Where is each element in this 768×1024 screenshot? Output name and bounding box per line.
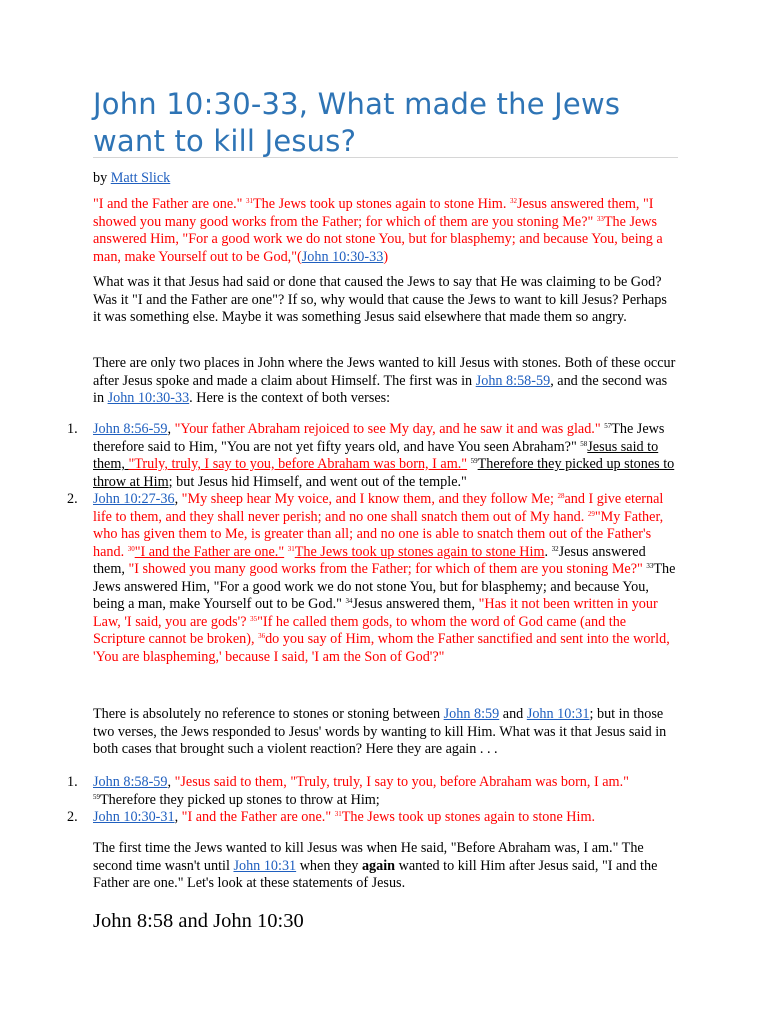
verse-number: 28 — [557, 492, 565, 500]
scripture-link[interactable]: John 10:30-33 — [107, 390, 190, 406]
scripture-text: "Jesus said to them, "Truly, truly, I say to you, before Abraham was born, I am." — [174, 774, 629, 790]
list-number: 1. — [67, 421, 78, 437]
paragraph-conclusion — [93, 840, 678, 893]
scripture-text: The Jews took up stones again to stone Him — [294, 543, 545, 560]
scripture-link[interactable]: John 8:56-59 — [93, 421, 168, 437]
scripture-text: and I give eternal life to them, and they shall never perish; and no one shall snatch them out of My hand. — [93, 491, 664, 525]
quote-text: Jesus answered them, "I showed you many good works from the Father; for which of them are you stoning Me?" — [93, 196, 654, 230]
verse-number: 58 — [580, 439, 588, 448]
list-item — [67, 421, 678, 491]
scripture-text: "Has it not been written in your Law, 'I said, you are gods'? — [93, 596, 658, 630]
verse-number: 59 — [93, 792, 100, 801]
verse-number: 33 — [646, 562, 654, 570]
list-text: The Jews therefore said to Him, "You are not yet fifty years old, and have You seen Abraham?" — [93, 421, 665, 455]
list-text: Therefore they picked up stones to throw at Him; — [100, 791, 380, 808]
verse-number: 34 — [345, 597, 353, 605]
list-text: . — [544, 543, 552, 560]
verse-number: 33 — [596, 214, 604, 223]
paragraph-text: ; but in those two verses, the Jews responded to Jesus' words by wanting to kill Him. What was it that Jesus said in both cases that brought such a violent reaction? Here they are again . . . — [93, 706, 667, 757]
title-divider — [93, 157, 678, 158]
section-heading: John 8:58 and John 10:30 — [93, 910, 304, 932]
verse-number: 57 — [604, 422, 612, 430]
quote-text: The Jews took up stones again to stone Him. — [253, 196, 510, 212]
list-text: but Jesus hid Himself, and went out of the temple." — [172, 473, 467, 490]
verse-number: 30 — [127, 544, 135, 553]
list-number: 1. — [67, 774, 78, 790]
scripture-text: "If he called them gods, to whom the word of God came (and the Scripture cannot be broken), — [93, 613, 627, 647]
paragraph-text: , and the second was in — [93, 372, 668, 406]
paragraph-text: wanted to kill Him after Jesus said, "I and the Father are one." Let's look at these statements of Jesus. — [93, 857, 658, 891]
paragraph-intro: What was it that Jesus had said or done that caused the Jews to say that He was claiming to be God? Was it "I and the Father are one"? If so, why would that cause the Jews to want to kill Jesus? Perhaps it was something else. Maybe it was something Jesus said elsewhere that made them so angry. — [93, 274, 667, 325]
verse-number: 32 — [551, 544, 559, 553]
bold-text: again — [361, 857, 396, 874]
scripture-link[interactable]: John 8:59 — [443, 706, 500, 722]
list-text: Jesus answered them, — [93, 543, 646, 577]
scripture-text: "Your father Abraham rejoiced to see My day, and he saw it and was glad." — [174, 421, 605, 437]
scripture-text: "Truly, truly, I say to you, before Abraham was born, I am." — [128, 456, 468, 472]
verse-number: 32 — [509, 197, 517, 205]
verse-number: 36 — [258, 632, 266, 640]
list-number: 2. — [67, 809, 78, 825]
list-text: Jesus answered them, — [352, 596, 479, 612]
verse-number: 31 — [246, 197, 254, 205]
list-text: , — [167, 774, 175, 790]
scripture-text: do you say of Him, whom the Father sanctified and sent into the world, 'You are blaspheming,' because I said, 'I am the Son of God'?" — [93, 631, 670, 665]
scripture-link[interactable]: John 10:30-31 — [93, 809, 175, 825]
scripture-link[interactable]: John 8:58-59 — [93, 774, 168, 790]
paragraph-text: and — [499, 706, 527, 722]
page-title: John 10:30-33, What made the Jews want to kill Jesus? — [93, 87, 621, 158]
verse-summary-list — [67, 774, 678, 827]
list-text: , — [174, 809, 182, 825]
list-number: 2. — [67, 491, 78, 507]
scripture-link[interactable]: John 8:58-59 — [475, 372, 551, 389]
quote-text: ) — [383, 248, 389, 265]
paragraph-text: The first time the Jews wanted to kill Jesus was when He said, "Before Abraham was, I am." The second time wasn't until — [93, 840, 644, 874]
byline — [93, 170, 678, 188]
paragraph-text: There are only two places in John where the Jews wanted to kill Jesus with stones. Both of these occur after Jesus spoke and made a claim about Himself. The first was in — [93, 355, 676, 389]
verse-number: 59 — [470, 457, 478, 465]
scripture-text: "I showed you many good works from the Father; for which of them are you stoning Me?" — [128, 561, 647, 577]
quote-text: The Jews answered Him, "For a good work we do not stone You, but for blasphemy; and because You, being a man, make Yourself out to be God,"( — [93, 213, 663, 265]
verse-number: 35 — [250, 614, 258, 623]
paragraph-context — [93, 355, 678, 408]
scripture-text: "I and the Father are one." — [134, 543, 285, 560]
scripture-text: "My sheep hear My voice, and I know them, and they follow Me; — [181, 491, 558, 507]
verse-number: 29 — [587, 509, 595, 518]
scripture-text: "My Father, who has given them to Me, is greater than all; and no one is able to snatch them out of the Father's hand. — [93, 508, 664, 560]
list-text: The Jews answered Him, "For a good work we do not stone You, but for blasphemy; and because You, being a man, make Yourself out to be God." — [93, 561, 676, 612]
scripture-link[interactable]: John 10:30-33 — [301, 248, 384, 265]
paragraph-analysis — [93, 706, 678, 759]
list-item — [67, 809, 678, 827]
scripture-link[interactable]: John 10:27-36 — [93, 491, 175, 507]
underlined-text: Therefore they picked up stones to throw at Him; — [93, 456, 675, 490]
scripture-text: "I and the Father are one." — [181, 809, 335, 825]
list-item — [67, 491, 678, 666]
scripture-quote — [93, 196, 678, 266]
scripture-text: The Jews took up stones again to stone Him. — [341, 809, 596, 825]
list-item — [67, 774, 678, 809]
underlined-text: Jesus said to them, — [93, 438, 659, 472]
quote-text: "I and the Father are one." — [93, 196, 247, 212]
paragraph-text: There is absolutely no reference to stones or stoning between — [93, 706, 444, 722]
scripture-link[interactable]: John 10:31 — [233, 857, 297, 874]
verse-number: 31 — [334, 810, 342, 818]
paragraph-text: . Here is the context of both verses: — [189, 390, 391, 406]
author-link[interactable]: Matt Slick — [110, 170, 171, 186]
byline-prefix: by — [93, 170, 111, 186]
list-text: , — [174, 491, 182, 507]
list-text: , — [167, 421, 175, 437]
verse-context-list — [67, 421, 678, 666]
paragraph-text: when they — [296, 857, 362, 874]
scripture-link[interactable]: John 10:31 — [526, 706, 590, 722]
verse-number: 31 — [287, 544, 295, 553]
